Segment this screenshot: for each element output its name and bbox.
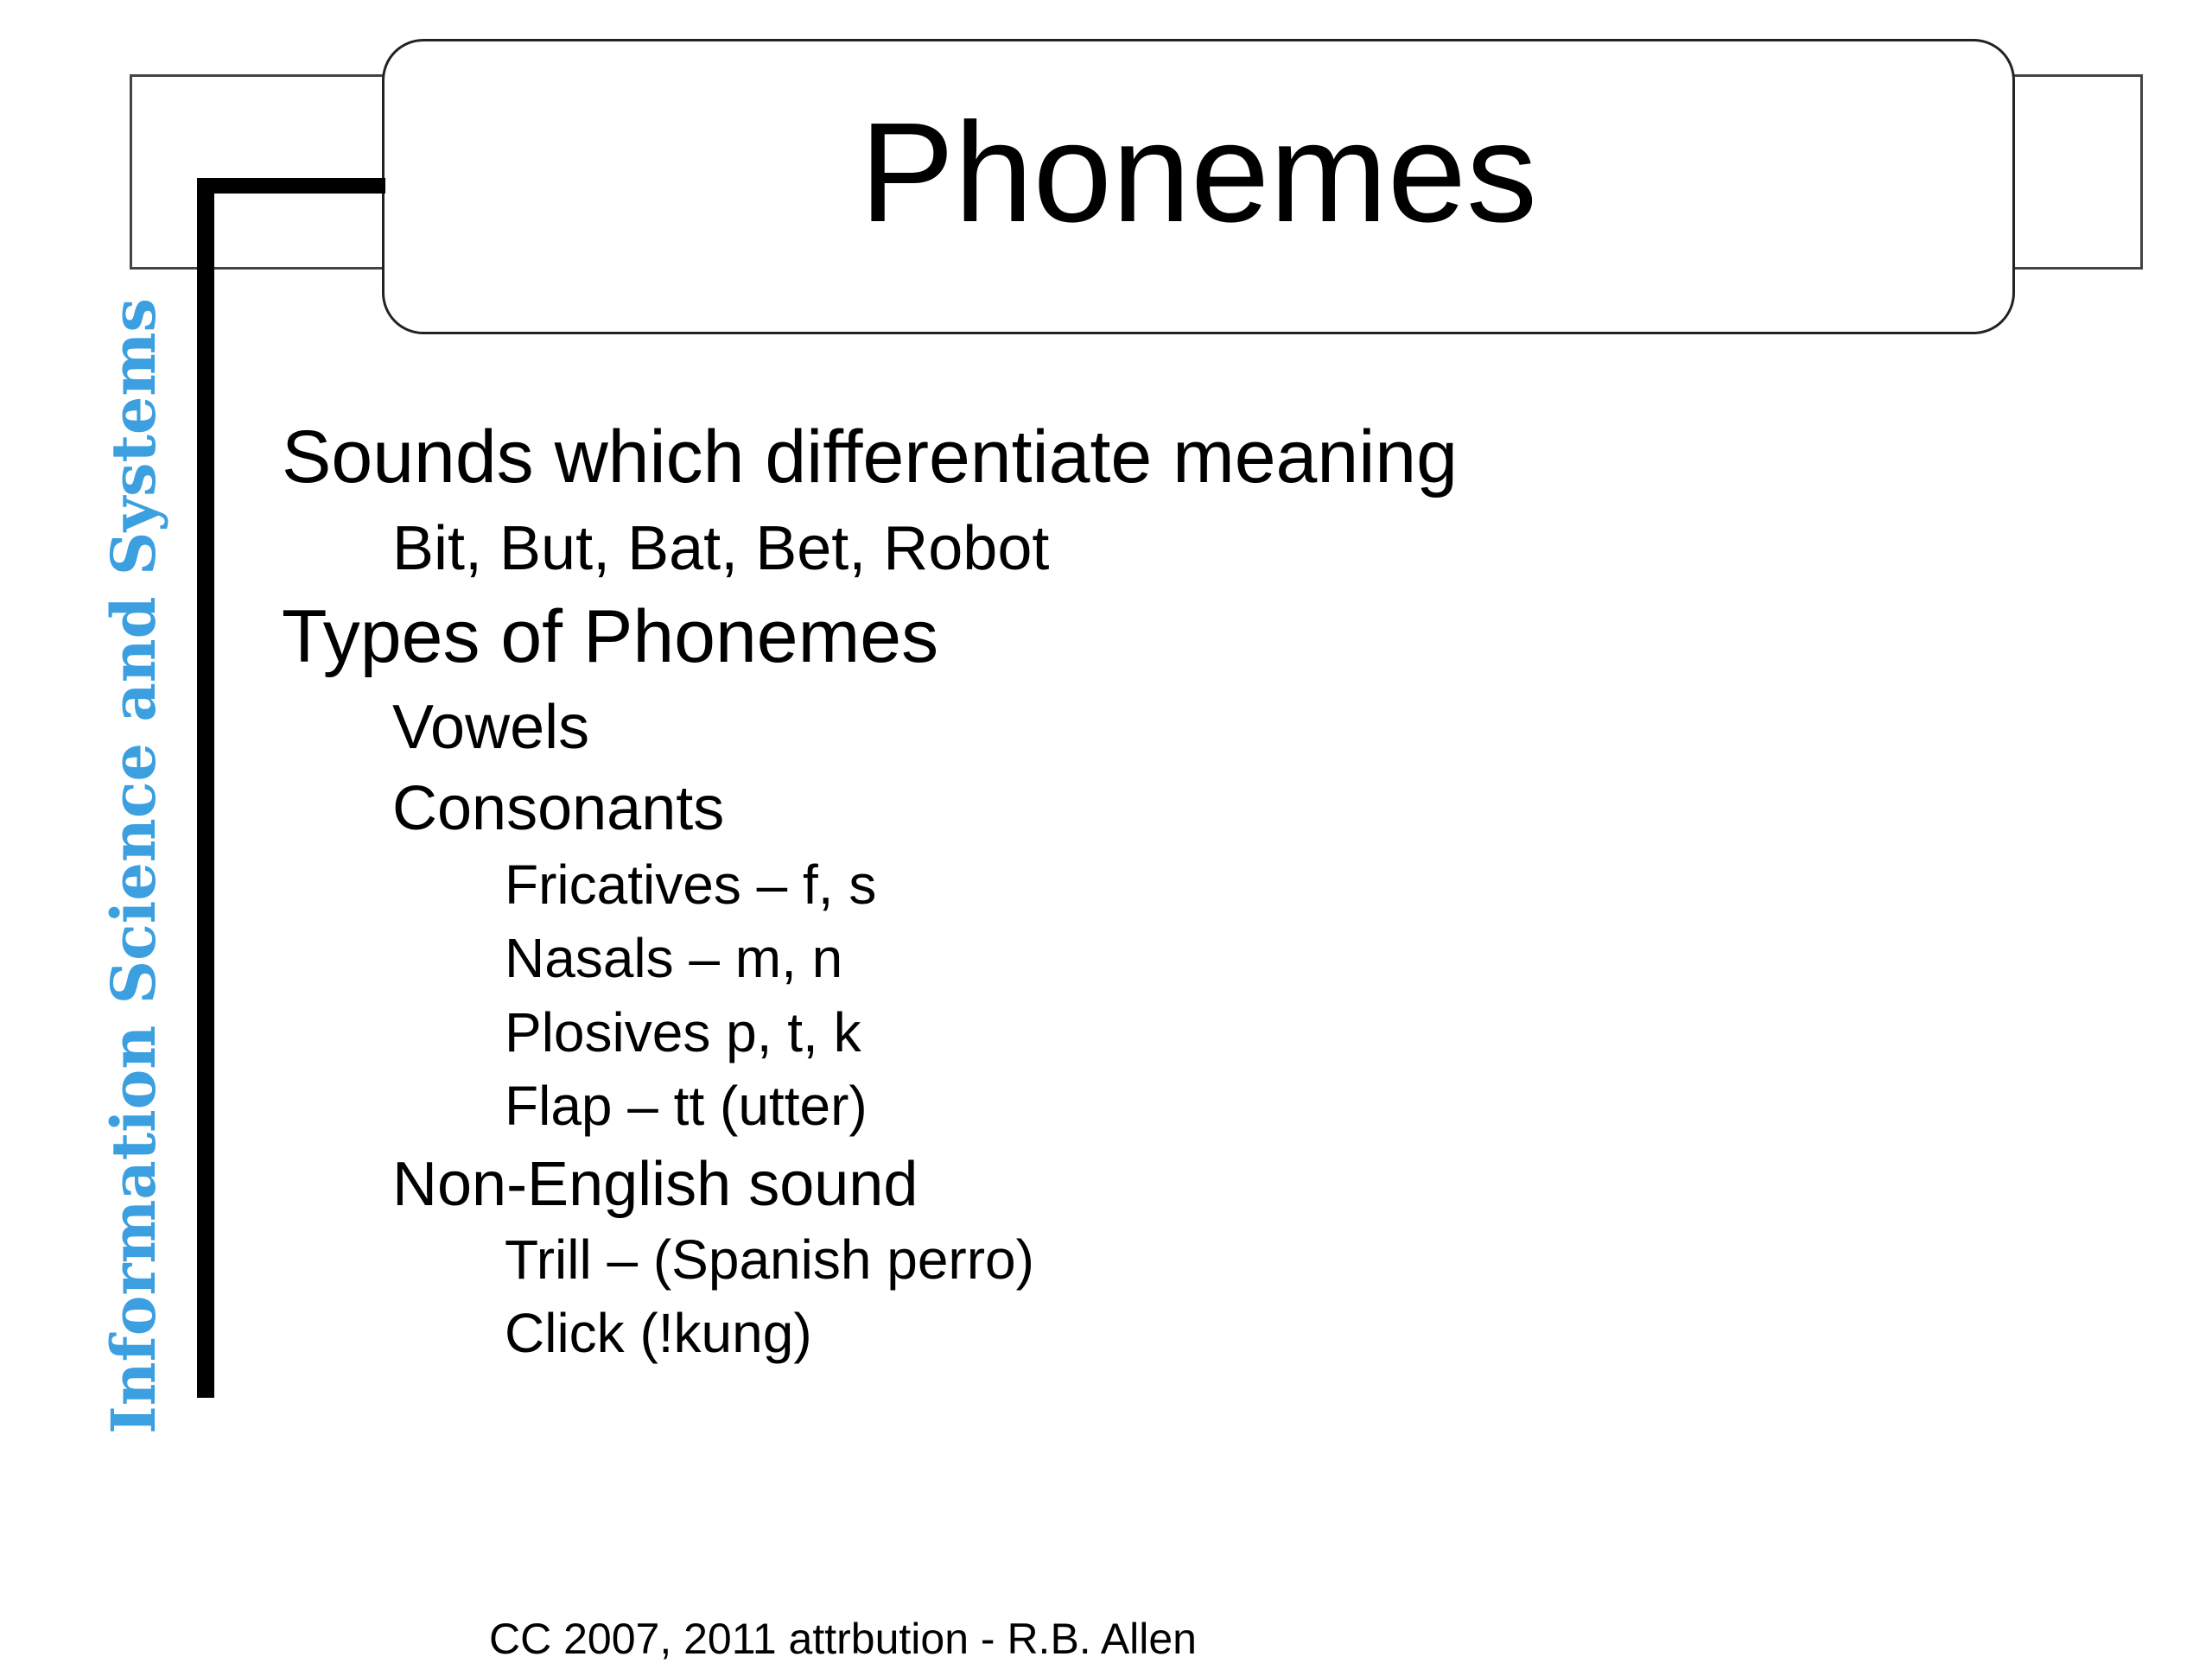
bullet-item: Click (!kung) [505,1302,812,1364]
bullet-item: Bit, But, Bat, Bet, Robot [392,514,1050,583]
decorative-bar-horizontal [197,178,385,194]
footer-attribution: CC 2007, 2011 attrbution - R.B. Allen [489,1615,1197,1663]
bullet-item: Vowels [392,693,590,762]
side-label: Information Science and Systems [98,298,169,1434]
bullet-item: Sounds which differentiate meaning [282,416,1458,498]
bullet-item: Plosives p, t, k [505,1001,861,1063]
decorative-bar-vertical [197,178,214,1398]
bullet-item: Nasals – m, n [505,927,843,989]
slide-title: Phonemes [859,93,1538,251]
bullet-item: Consonants [392,774,725,843]
bullet-item: Flap – tt (utter) [505,1075,868,1137]
bullet-item: Fricatives – f, s [505,854,877,916]
bullet-item: Types of Phonemes [282,595,939,678]
bullet-item: Trill – (Spanish perro) [505,1228,1034,1291]
bullet-item: Non-English sound [392,1150,918,1219]
